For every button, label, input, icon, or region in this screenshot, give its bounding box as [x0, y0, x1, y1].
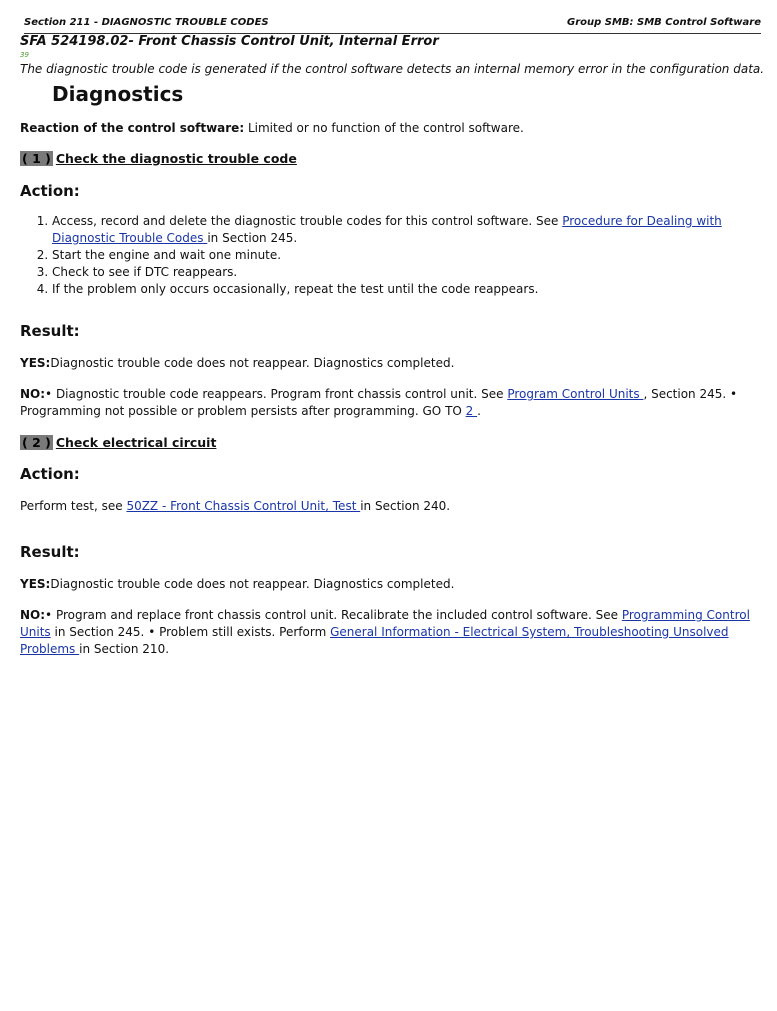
step-2-result-heading: Result: [20, 543, 80, 561]
no-label: NO: [20, 387, 46, 401]
no-end: in Section 210. [79, 642, 170, 656]
yes-text: Diagnostic trouble code does not reappear. Diagnostics completed. [50, 577, 455, 591]
no-mid: , Section 245. • Programming not possible or problem persists after programming. GO TO [20, 387, 738, 418]
no-text: • Diagnostic trouble code reappears. Program front chassis control unit. See [45, 387, 508, 401]
front-chassis-test-link[interactable]: 50ZZ - Front Chassis Control Unit, Test [126, 499, 361, 513]
no-end: . [477, 404, 481, 418]
intro-text: The diagnostic trouble code is generated if the control software detects an internal memory error in the configuration data. [20, 62, 765, 76]
step-1-action-list [20, 213, 761, 298]
list-item: 2. Start the engine and wait one minute. [52, 247, 761, 264]
step-1-action-heading: Action: [20, 182, 80, 200]
page-number: 39 [20, 51, 29, 59]
action-1-text: Access, record and delete the diagnostic trouble codes for this control software. See [52, 214, 563, 228]
step-1-link[interactable]: Check the diagnostic trouble code [55, 151, 297, 166]
diagnostics-heading: Diagnostics [52, 82, 184, 106]
step-2-no [20, 607, 761, 658]
no-text: • Program and replace front chassis control unit. Recalibrate the included control software. See [45, 608, 622, 622]
step-2-action-heading: Action: [20, 465, 80, 483]
step-1-result-heading: Result: [20, 322, 80, 340]
step-2-heading [20, 435, 216, 450]
yes-text: Diagnostic trouble code does not reappear. Diagnostics completed. [50, 356, 455, 370]
step-2-number: ( 2 ) [22, 435, 51, 450]
step-1-no [20, 386, 761, 420]
no-label: NO: [20, 608, 46, 622]
yes-label: YES: [20, 577, 51, 591]
list-item [52, 213, 761, 247]
reaction-paragraph [20, 120, 761, 137]
step-2-yes [20, 576, 761, 593]
step-1-heading [20, 151, 297, 166]
list-item: 3. Check to see if DTC reappears. [52, 264, 761, 281]
page-header [24, 17, 761, 34]
action-1-tail: in Section 245. [207, 231, 298, 245]
no-mid: in Section 245. • Problem still exists. Perform [50, 625, 331, 639]
yes-label: YES: [20, 356, 51, 370]
programming-control-units-link[interactable]: Programming Control Units [20, 608, 750, 639]
step-2-action-text [20, 498, 761, 515]
reaction-text: Limited or no function of the control software. [244, 121, 524, 135]
troubleshooting-unsolved-link[interactable]: General Information - Electrical System, Troubleshooting Unsolved Problems [20, 625, 729, 656]
program-control-units-link[interactable]: Program Control Units [507, 387, 644, 401]
procedure-dtc-link[interactable]: Procedure for Dealing with Diagnostic Trouble Codes [52, 214, 722, 245]
action-tail: in Section 240. [360, 499, 451, 513]
step-1-yes [20, 355, 761, 372]
action-text: Perform test, see [20, 499, 127, 513]
page-title: SFA 524198.02- Front Chassis Control Unit, Internal Error [20, 34, 439, 49]
goto-step-2-link[interactable]: 2 [465, 404, 478, 418]
list-item: 4. If the problem only occurs occasionally, repeat the test until the code reappears. [52, 281, 761, 298]
step-1-number: ( 1 ) [22, 151, 51, 166]
reaction-label: Reaction of the control software: [20, 121, 245, 135]
header-group: Group SMB: SMB Control Software [566, 17, 761, 28]
step-2-link[interactable]: Check electrical circuit [55, 435, 217, 450]
header-section: Section 211 - DIAGNOSTIC TROUBLE CODES [24, 17, 269, 28]
